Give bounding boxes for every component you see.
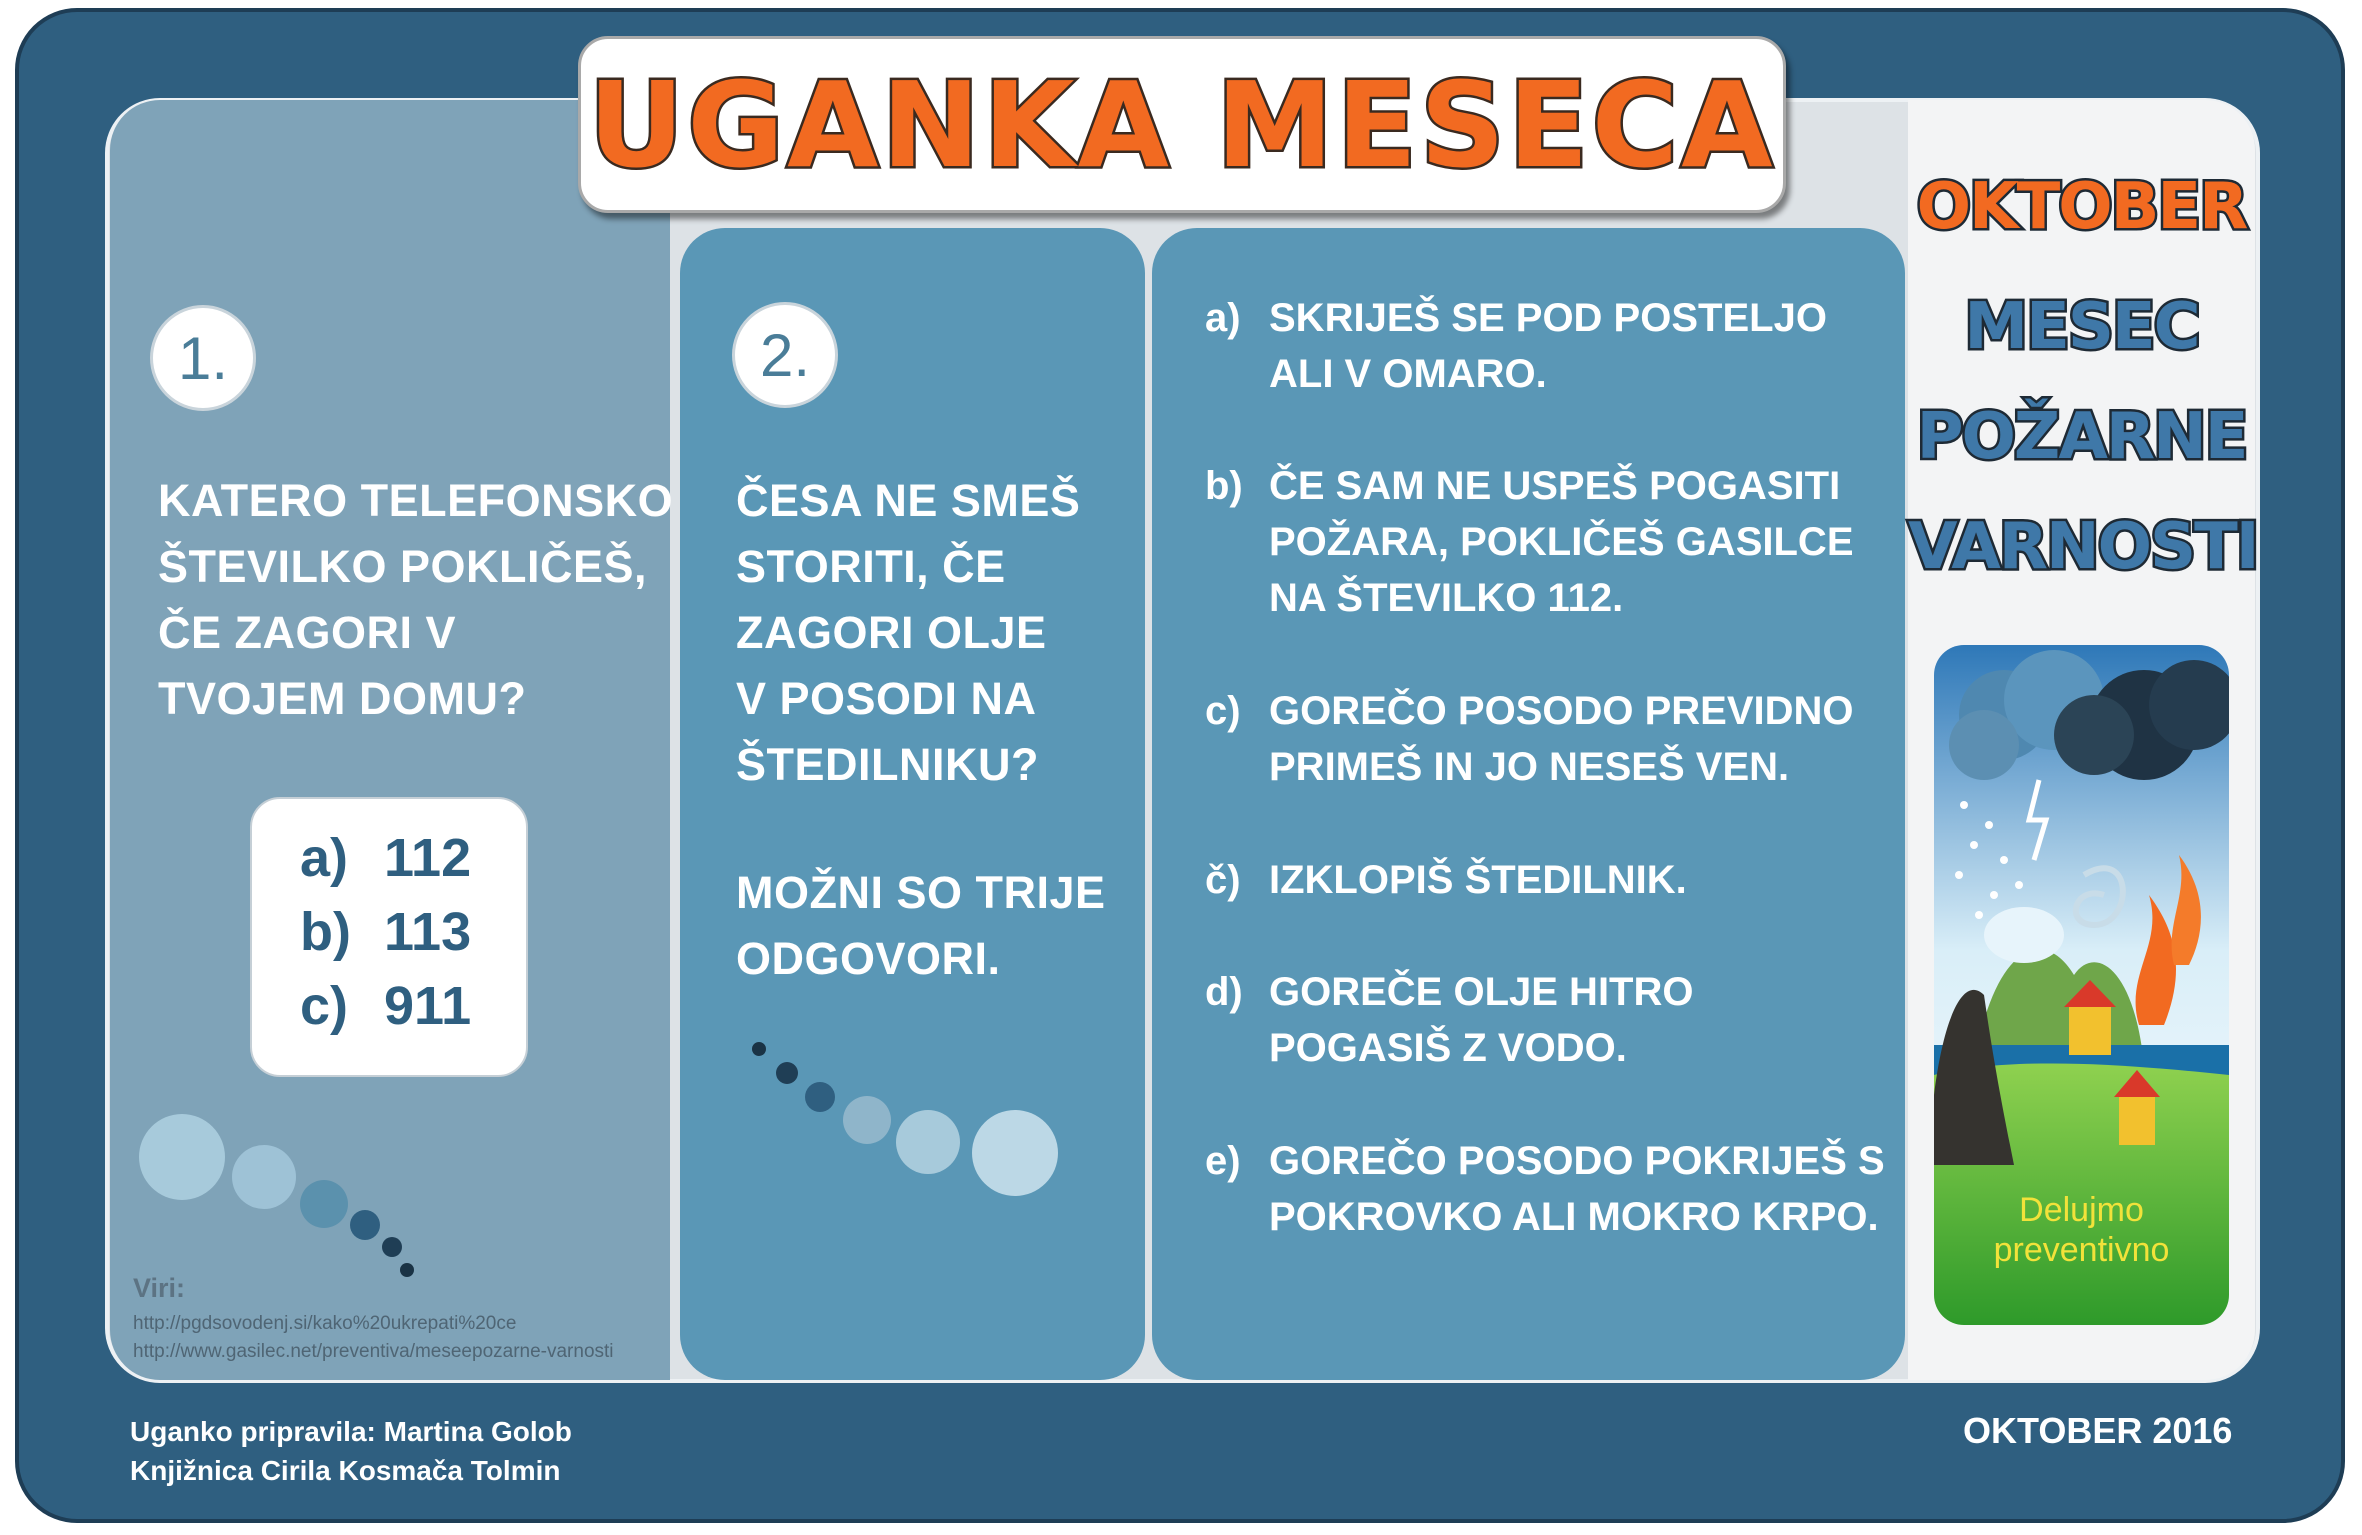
- answer-letter: c): [300, 976, 349, 1036]
- source-link[interactable]: http://www.gasilec.net/preventiva/meseepozarne-varnosti: [133, 1341, 614, 1362]
- question-1-line: ŠTEVILKO POKLIČEŠ,: [158, 541, 648, 592]
- answer-option-e: [1205, 1133, 1885, 1245]
- answer-option-b: [1205, 458, 1854, 626]
- option-letter: b): [1205, 464, 1243, 508]
- option-line: POŽARA, POKLIČEŠ GASILCE: [1269, 520, 1854, 564]
- question-2-panel: [680, 228, 1145, 1380]
- answer-option-c-caron: [1205, 852, 1687, 908]
- fire-safety-illustration: [1934, 645, 2229, 1325]
- option-line: GOREČE OLJE HITRO: [1269, 970, 1694, 1014]
- question-2-line: ZAGORI OLJE: [736, 607, 1047, 658]
- answer-value: 113: [384, 902, 472, 962]
- question-2-line: ČESA NE SMEŠ: [736, 475, 1081, 526]
- decorative-dot: [232, 1145, 296, 1209]
- question-2-line: V POSODI NA: [736, 673, 1037, 724]
- question-1-line: ČE ZAGORI V: [158, 607, 457, 658]
- side-word: POŽARNE: [1916, 400, 2247, 474]
- answer-option: [252, 895, 526, 969]
- option-line: ALI V OMARO.: [1269, 352, 1547, 396]
- decorative-dot: [805, 1082, 835, 1112]
- option-line: GOREČO POSODO POKRIJEŠ S: [1269, 1139, 1885, 1183]
- option-letter: c): [1205, 689, 1241, 733]
- decorative-dot: [300, 1180, 348, 1228]
- option-line: IZKLOPIŠ ŠTEDILNIK.: [1269, 858, 1687, 902]
- option-line: GOREČO POSODO PREVIDNO: [1269, 689, 1854, 733]
- question-1-number: 1.: [150, 305, 256, 411]
- footer-library: Knjižnica Cirila Kosmača Tolmin: [130, 1455, 561, 1486]
- question-2-line: STORITI, ČE: [736, 541, 1006, 592]
- answer-option: [252, 969, 526, 1043]
- side-word: MESEC: [1964, 290, 2199, 364]
- option-line: PRIMEŠ IN JO NESEŠ VEN.: [1269, 745, 1790, 789]
- option-line: POKROVKO ALI MOKRO KRPO.: [1269, 1195, 1879, 1239]
- page-title: UGANKA MESECA: [588, 55, 1776, 194]
- answer-letter: b): [300, 902, 351, 962]
- source-link[interactable]: http://pgdsovodenj.si/kako%20ukrepati%20ce: [133, 1313, 517, 1334]
- decorative-dot: [350, 1210, 380, 1240]
- option-letter: d): [1205, 970, 1243, 1014]
- decorative-dot: [400, 1263, 414, 1277]
- decorative-dot: [752, 1042, 766, 1056]
- question-1-line: TVOJEM DOMU?: [158, 673, 527, 724]
- option-line: NA ŠTEVILKO 112.: [1269, 576, 1624, 620]
- option-line: POGASIŠ Z VODO.: [1269, 1026, 1627, 1070]
- answer-option: [252, 821, 526, 895]
- option-letter: č): [1205, 858, 1241, 902]
- decorative-dot: [896, 1110, 960, 1174]
- slogan: [1934, 1190, 2229, 1270]
- question-2-note-line: ODGOVORI.: [736, 933, 1001, 984]
- question-1-answers-box: [250, 797, 528, 1077]
- option-line: SKRIJEŠ SE POD POSTELJO: [1269, 296, 1827, 340]
- question-1-text: [158, 468, 673, 732]
- question-2-line: ŠTEDILNIKU?: [736, 739, 1039, 790]
- side-word-month: OKTOBER: [1916, 170, 2247, 244]
- answer-value: 112: [384, 828, 472, 888]
- question-2-text: [736, 468, 1080, 798]
- decorative-dot: [139, 1114, 225, 1200]
- footer-date: OKTOBER 2016: [1963, 1410, 2233, 1451]
- decorative-dot: [382, 1237, 402, 1257]
- answer-option-a: [1205, 290, 1827, 402]
- question-2-note-line: MOŽNI SO TRIJE: [736, 867, 1106, 918]
- question-1-line: KATERO TELEFONSKO: [158, 475, 674, 526]
- question-2-note: [736, 860, 1106, 992]
- footer-author: Uganko pripravila: Martina Golob: [130, 1416, 572, 1447]
- option-line: ČE SAM NE USPEŠ POGASITI: [1269, 464, 1841, 508]
- answer-letter: a): [300, 828, 349, 888]
- question-2-number: 2.: [732, 302, 838, 408]
- side-word: VARNOSTI: [1908, 510, 2258, 584]
- decorative-dot: [776, 1062, 798, 1084]
- decorative-dot: [843, 1096, 891, 1144]
- answer-option-d: [1205, 964, 1694, 1076]
- option-letter: e): [1205, 1139, 1241, 1183]
- title-banner: [578, 36, 1786, 213]
- slogan-line: preventivno: [1993, 1231, 2170, 1269]
- answer-option-c: [1205, 683, 1854, 795]
- option-letter: a): [1205, 296, 1241, 340]
- decorative-dot: [972, 1110, 1058, 1196]
- sources-title: Viri:: [133, 1273, 186, 1303]
- slogan-line: Delujmo: [2019, 1191, 2144, 1229]
- answer-value: 911: [384, 976, 472, 1036]
